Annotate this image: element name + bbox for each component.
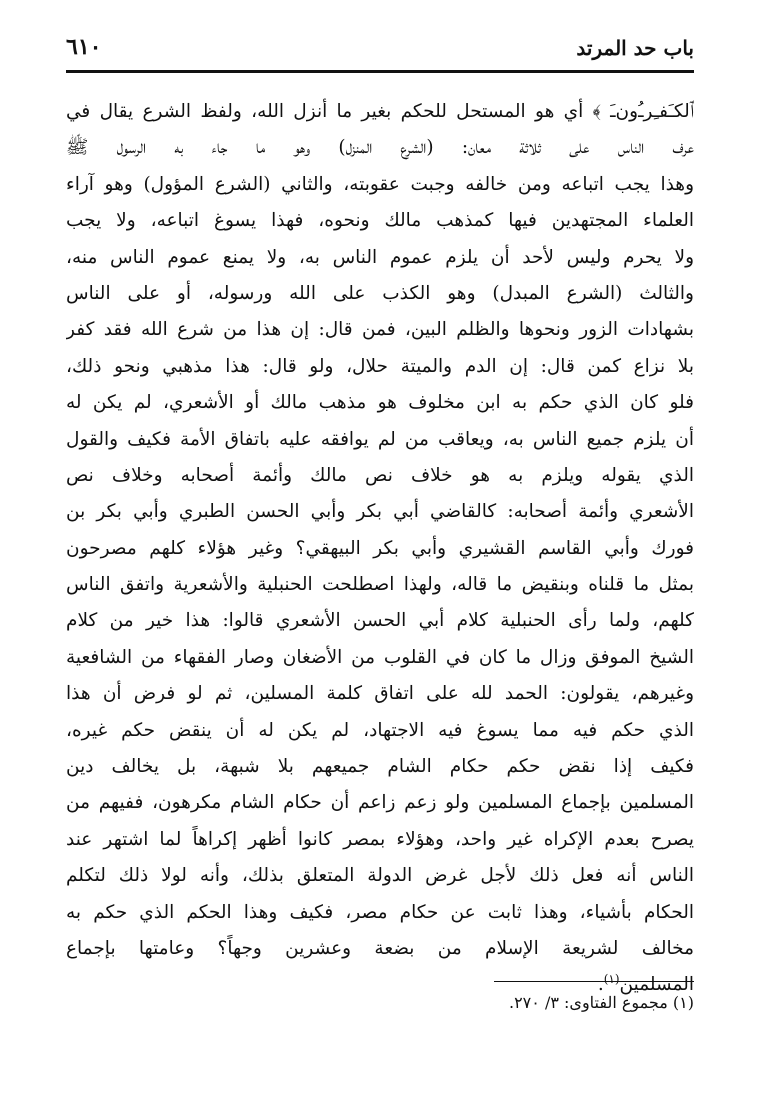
text-line: بشهادات الزور ونحوها والظلم البين، فمن قال: إن هذا من شرع الله فقد كفر [66, 319, 694, 341]
text-line: وغيرهم، يقولون: الحمد لله على اتفاق كلمة المسلين، ثم لو فرض أن هذا [66, 683, 694, 705]
text-line: وهذا يجب اتباعه ومن خالفه وجبت عقوبته، والثاني (الشرع المؤول) وهو آراء [66, 173, 694, 195]
text-line: يصرح بعدم الإكراه غير واحد، وهؤلاء بمصر كانوا أظهر إكراهاً لما اشتهر عند [66, 828, 694, 850]
text-line: فورك وأبي القاسم القشيري وأبي بكر البيهقي؟ وغير هؤلاء كلهم مصرحون [66, 537, 694, 559]
footnote-reference[interactable]: (١) [603, 972, 620, 987]
header-divider [66, 70, 694, 73]
text-line: الذي يقوله ويلزم به هو خلاف نص مالك وأئمة أصحابه وخلاف نص [66, 464, 694, 486]
text-line: الشيخ الموفق وزال ما كان في القلوب من الأضغان وصار الفقهاء من الشافعية [66, 646, 694, 668]
text-line: فلو كان الذي حكم به ابن مخلوف هو مذهب مالك أو الأشعري، لم يكن له [66, 392, 694, 414]
text-line: الناس أنه فعل ذلك لأجل غرض الدولة المتعلق بذلك، وأنه لولا ذلك لتكلم [66, 865, 694, 887]
chapter-title: باب حد المرتد [576, 36, 694, 60]
footnote-divider [494, 981, 694, 982]
text-line: مخالف لشريعة الإسلام من بضعة وعشرين وجهاً؟ وعامتها بإجماع [66, 937, 694, 959]
last-line-text: المسلمين [619, 974, 694, 996]
running-header [66, 30, 694, 70]
text-line: ﭐﻟﻜﹷﻔﹻﺮﹹﻭﻥﹷ ﴾ أي هو المستحل للحكم بغير ما أنزل الله، ولفظ الشرع يقال في [66, 101, 694, 122]
text-line: بلا نزاع كمن قال: إن الدم والميتة حلال، ولو قال: هذا مذهبي ونحو ذلك، [66, 355, 694, 377]
text-line: الحكام بأشياء، وهذا ثابت عن حكام مصر، فكيف وهذا الحكم الذي حكم به [66, 901, 694, 923]
text-line: المسلمين بإجماع المسلمين ولو زعم زاعم أن حكام الشام مكرهون، ففيهم من [66, 792, 694, 814]
page-number: ٦١٠ [66, 34, 102, 60]
text-line: الذي حكم فيه مما يسوغ فيه الاجتهاد، لم يكن له أن ينقض حكم غيره، [66, 719, 694, 741]
text-line: عرف الناس على ثلاثة معان: (الشرع المنزل) وهو ما جاء به الرسول ﷺ [66, 137, 694, 159]
final-period: . [597, 974, 604, 996]
footnote: (١) مجموع الفتاوى: ٣/ ٢٧٠. [508, 993, 694, 1012]
text-line: بمثل ما قلناه وبنقيض ما قاله، ولهذا اصطلحت الحنبلية والأشعرية واتفق الناس [66, 574, 694, 596]
text-line: ولا يحرم وليس لأحد أن يلزم عموم الناس به، ولا يمنع عموم الناس منه، [66, 246, 694, 268]
main-text [66, 94, 694, 1004]
text-line: الأشعري وأئمة أصحابه: كالقاضي أبي بكر وأبي الحسن الطبري وأبي بكر بن [66, 501, 694, 523]
text-line: والثالث (الشرع المبدل) وهو الكذب على الله ورسوله، أو على الناس [66, 282, 694, 304]
text-line: العلماء المجتهدين فيها كمذهب مالك ونحوه، فهذا يسوغ اتباعه، ولا يجب [66, 210, 694, 232]
text-line: أن يلزم جميع الناس به، ويعاقب من لم يوافقه عليه باتفاق الأمة فكيف والقول [66, 428, 694, 450]
text-line: فكيف إذا نقض حكم حكام الشام جميعهم بلا شبهة، بل يخالف دين [66, 756, 694, 778]
text-line: كلهم، ولما رأى الحنبلية كلام أبي الحسن الأشعري قالوا: هذا خير من كلام [66, 610, 694, 632]
